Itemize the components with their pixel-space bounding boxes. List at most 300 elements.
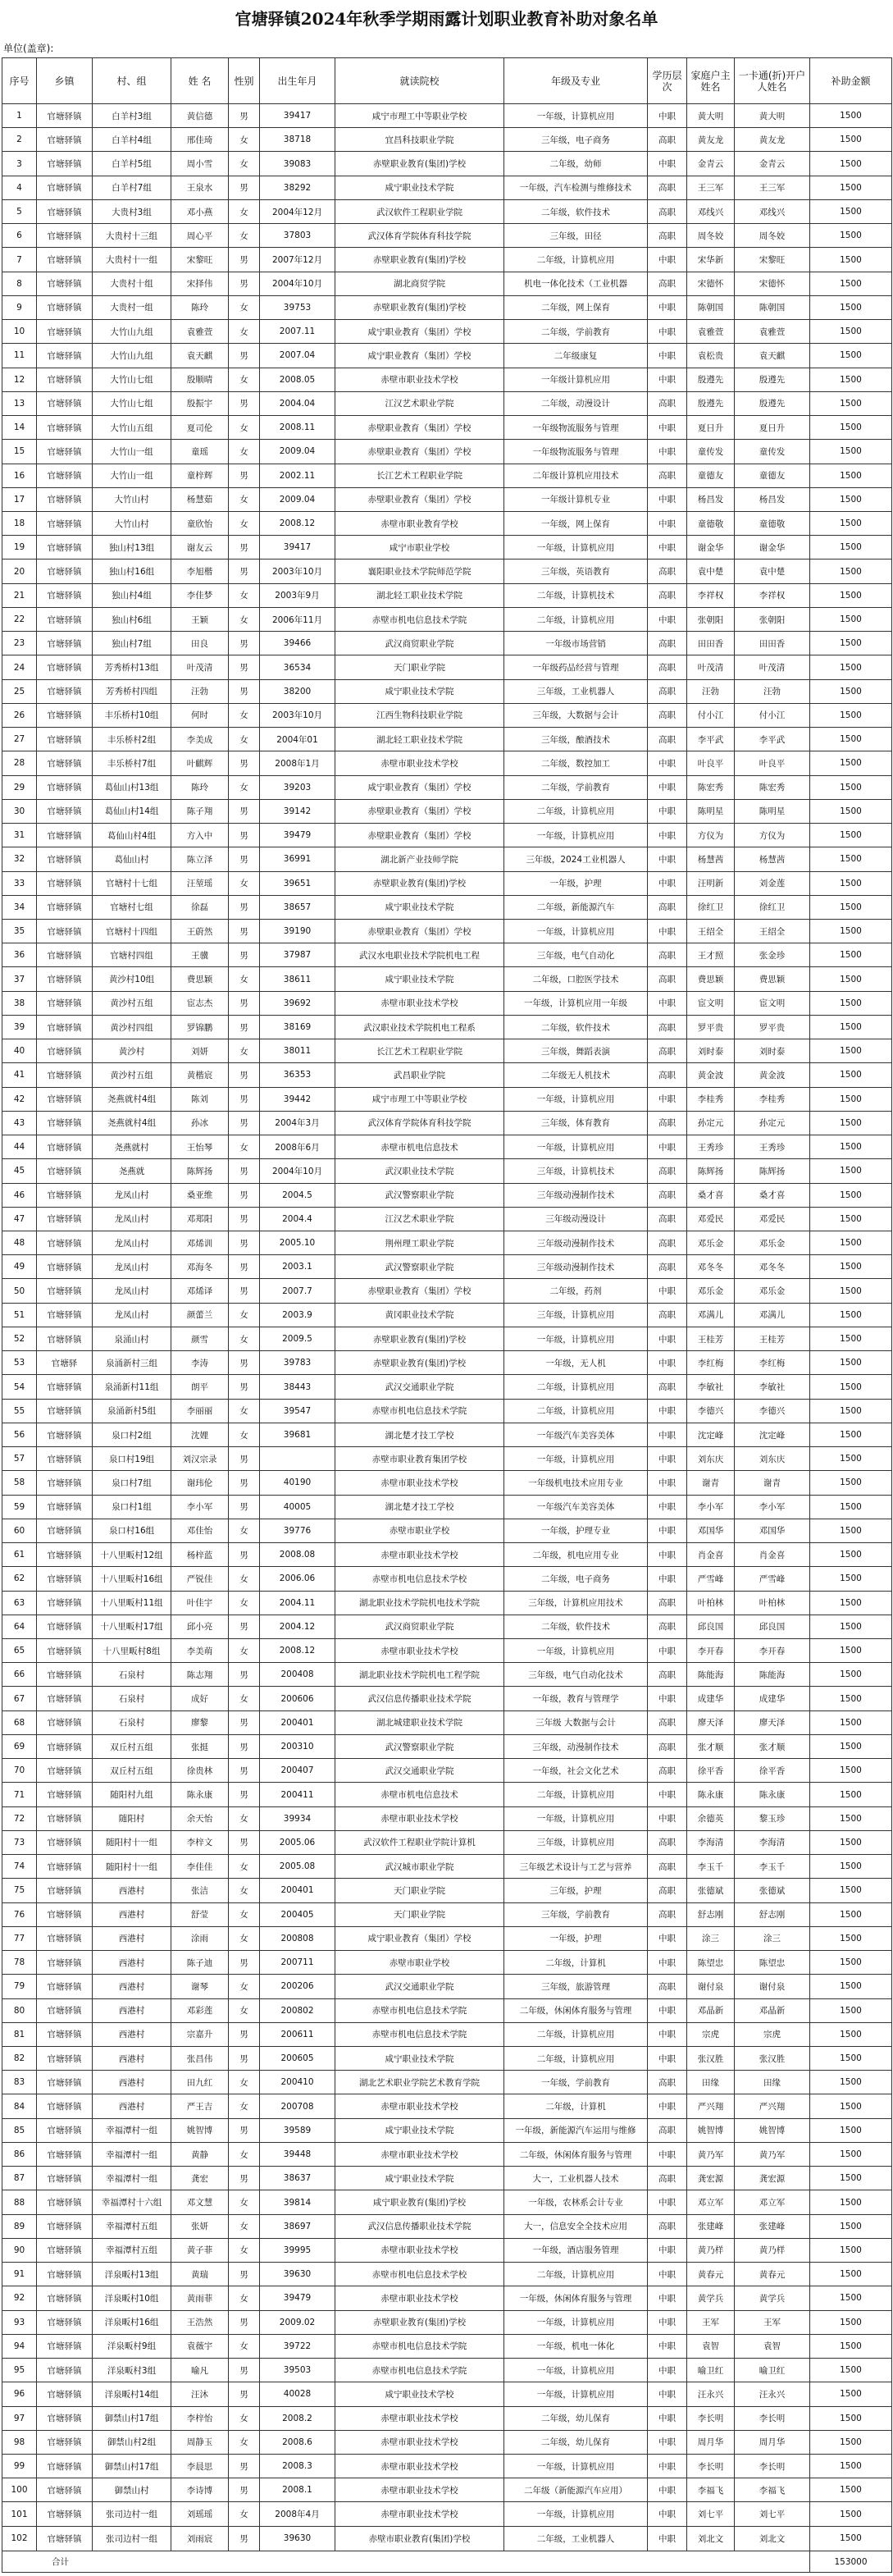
school-cell: 湖北楚才技工学校	[335, 1495, 504, 1519]
grade-major-cell: 一年级，计算机应用	[504, 824, 648, 847]
school-cell: 赤壁职业教育(集团)学校	[335, 248, 504, 272]
gender-cell: 女	[229, 871, 260, 895]
row-index: 79	[2, 1975, 37, 1998]
township-cell: 官塘驿镇	[37, 560, 93, 583]
householder-cell: 余德英	[687, 1806, 735, 1830]
education-level-cell: 中职	[648, 1998, 687, 2022]
village-cell: 官塘村十四组	[93, 919, 171, 943]
gender-cell: 男	[229, 679, 260, 703]
education-level-cell: 中职	[648, 320, 687, 344]
village-cell: 幸福潭村一组	[93, 2118, 171, 2142]
grade-major-cell: 一年级，计算机应用一年级	[504, 991, 648, 1015]
table-row	[2, 2334, 892, 2358]
village-cell: 随阳村九组	[93, 1783, 171, 1806]
amount-cell: 1500	[810, 2310, 892, 2334]
birth-date-cell: 37803	[260, 224, 335, 248]
birth-date-cell: 2009.02	[260, 2310, 335, 2334]
gender-cell: 女	[229, 1399, 260, 1423]
township-cell: 官塘驿镇	[37, 152, 93, 176]
amount-cell: 1500	[810, 104, 892, 128]
amount-cell: 1500	[810, 560, 892, 583]
gender-cell: 女	[229, 1639, 260, 1663]
amount-cell: 1500	[810, 895, 892, 919]
amount-cell: 1500	[810, 2238, 892, 2262]
householder-cell: 谢付泉	[687, 1975, 735, 1998]
education-level-cell: 中职	[648, 2263, 687, 2286]
village-cell: 芳秀桥村四组	[93, 679, 171, 703]
birth-date-cell: 39190	[260, 919, 335, 943]
education-level-cell: 中职	[648, 799, 687, 823]
householder-cell: 黄大明	[687, 104, 735, 128]
township-cell: 官塘驿镇	[37, 416, 93, 440]
account-holder-cell: 邱良国	[735, 1615, 810, 1638]
student-name-cell: 叶茂清	[171, 655, 229, 679]
birth-date-cell: 2003年10月	[260, 560, 335, 583]
birth-date-cell: 2006年11月	[260, 607, 335, 631]
grade-major-cell: 大一，工业机器人技术	[504, 2167, 648, 2190]
school-cell: 天门职业学院	[335, 1879, 504, 1902]
township-cell: 官塘驿镇	[37, 1998, 93, 2022]
education-level-cell: 高职	[648, 1710, 687, 1734]
row-index: 60	[2, 1519, 37, 1542]
table-row	[2, 847, 892, 871]
student-name-cell: 邓文慧	[171, 2190, 229, 2214]
township-cell: 官塘驿	[37, 1351, 93, 1375]
table-row	[2, 799, 892, 823]
education-level-cell: 高职	[648, 967, 687, 991]
gender-cell: 男	[229, 2359, 260, 2382]
village-cell: 大贵村一组	[93, 295, 171, 319]
gender-cell: 女	[229, 1975, 260, 1998]
gender-cell: 男	[229, 391, 260, 415]
amount-cell: 1500	[810, 1879, 892, 1902]
village-cell: 泉涌山村	[93, 1327, 171, 1350]
householder-cell: 付小江	[687, 703, 735, 727]
school-cell: 咸宁职业技术学院	[335, 176, 504, 199]
grade-major-cell: 二年级，计算机应用	[504, 2263, 648, 2286]
grade-major-cell: 三年级，酿酒技术	[504, 728, 648, 751]
student-name-cell: 李晨思	[171, 2454, 229, 2478]
total-row	[2, 2551, 892, 2573]
village-cell: 十八里畈村16组	[93, 1567, 171, 1591]
education-level-cell: 高职	[648, 1159, 687, 1183]
school-cell: 赤壁市职业技术学校	[335, 1639, 504, 1663]
householder-cell: 宦文明	[687, 991, 735, 1015]
table-row	[2, 967, 892, 991]
village-cell: 葛仙山村	[93, 847, 171, 871]
gender-cell: 男	[229, 1015, 260, 1039]
township-cell: 官塘驿镇	[37, 2142, 93, 2166]
school-cell: 赤壁市职业技术学校	[335, 368, 504, 391]
row-index: 86	[2, 2142, 37, 2166]
row-index: 102	[2, 2526, 37, 2551]
village-cell: 龙凤山村	[93, 1231, 171, 1255]
gender-cell: 男	[229, 1734, 260, 1758]
account-holder-cell: 孙定元	[735, 1111, 810, 1135]
gender-cell: 男	[229, 1543, 260, 1567]
householder-cell: 殷遵先	[687, 368, 735, 391]
amount-cell: 1500	[810, 1423, 892, 1446]
education-level-cell: 中职	[648, 104, 687, 128]
township-cell: 官塘驿镇	[37, 1495, 93, 1519]
account-holder-cell: 王军	[735, 2310, 810, 2334]
table-row	[2, 2263, 892, 2286]
gender-cell: 女	[229, 440, 260, 464]
grade-major-cell: 一年级汽车美容美体	[504, 1495, 648, 1519]
education-level-cell: 中职	[648, 2190, 687, 2214]
householder-cell: 邓晶新	[687, 1998, 735, 2022]
village-cell: 大竹山村	[93, 511, 171, 535]
account-holder-cell: 邓乐金	[735, 1279, 810, 1303]
township-cell: 官塘驿镇	[37, 2454, 93, 2478]
amount-cell: 1500	[810, 272, 892, 295]
township-cell: 官塘驿镇	[37, 607, 93, 631]
township-cell: 官塘驿镇	[37, 2286, 93, 2310]
account-holder-cell: 邓冬冬	[735, 1255, 810, 1279]
gender-cell: 女	[229, 607, 260, 631]
amount-cell: 1500	[810, 1663, 892, 1687]
birth-date-cell: 2006.06	[260, 1567, 335, 1591]
householder-cell: 周冬姣	[687, 224, 735, 248]
table-row	[2, 2190, 892, 2214]
education-level-cell: 中职	[648, 368, 687, 391]
table-row	[2, 176, 892, 199]
account-holder-cell: 舒志刚	[735, 1902, 810, 1926]
township-cell: 官塘驿镇	[37, 632, 93, 655]
amount-cell: 1500	[810, 1087, 892, 1111]
amount-cell: 1500	[810, 1734, 892, 1758]
account-holder-cell: 汪勃	[735, 679, 810, 703]
householder-cell: 严雪峰	[687, 1567, 735, 1591]
school-cell: 赤壁市职业教育学校	[335, 511, 504, 535]
village-cell: 双丘村五组	[93, 1734, 171, 1758]
school-cell: 武汉水电职业技术学院机电工程	[335, 943, 504, 967]
school-cell: 赤壁职业教育（集团）学校	[335, 487, 504, 511]
student-name-cell: 殷振宇	[171, 391, 229, 415]
column-header-school: 就读院校	[335, 58, 504, 104]
gender-cell: 女	[229, 1039, 260, 1063]
amount-cell: 1500	[810, 1327, 892, 1350]
birth-date-cell: 2008年1月	[260, 751, 335, 775]
school-cell: 赤壁职业教育（集团）学校	[335, 416, 504, 440]
account-holder-cell: 袁天麒	[735, 344, 810, 368]
table-row	[2, 440, 892, 464]
birth-date-cell: 39417	[260, 104, 335, 128]
total-amount: 153000	[810, 2551, 892, 2573]
village-cell: 黄沙村	[93, 1039, 171, 1063]
account-holder-cell: 张金珍	[735, 943, 810, 967]
student-name-cell: 张昌伟	[171, 2046, 229, 2070]
amount-cell: 1500	[810, 919, 892, 943]
row-index: 92	[2, 2286, 37, 2310]
birth-date-cell: 2008.12	[260, 1639, 335, 1663]
village-cell: 大竹山七组	[93, 391, 171, 415]
grade-major-cell: 二年级，计算机应用	[504, 1399, 648, 1423]
township-cell: 官塘驿镇	[37, 1399, 93, 1423]
account-holder-cell: 殷遵先	[735, 368, 810, 391]
gender-cell: 男	[229, 847, 260, 871]
table-row	[2, 1015, 892, 1039]
gender-cell: 女	[229, 1519, 260, 1542]
gender-cell: 女	[229, 1135, 260, 1159]
amount-cell: 1500	[810, 1279, 892, 1303]
village-cell: 御禁山村2组	[93, 2430, 171, 2454]
school-cell: 湖北新产业技师学院	[335, 847, 504, 871]
village-cell: 龙凤山村	[93, 1303, 171, 1327]
account-holder-cell: 黄学兵	[735, 2286, 810, 2310]
education-level-cell: 高职	[648, 176, 687, 199]
village-cell: 十八里畈村17组	[93, 1615, 171, 1638]
township-cell: 官塘驿镇	[37, 2359, 93, 2382]
gender-cell: 男	[229, 1447, 260, 1471]
student-name-cell: 朗平	[171, 1375, 229, 1399]
row-index: 90	[2, 2238, 37, 2262]
township-cell: 官塘驿镇	[37, 2118, 93, 2142]
student-name-cell: 余天怡	[171, 1806, 229, 1830]
student-name-cell: 谢琴	[171, 1975, 229, 1998]
education-level-cell: 中职	[648, 2430, 687, 2454]
amount-cell: 1500	[810, 1926, 892, 1950]
account-holder-cell: 童传发	[735, 440, 810, 464]
householder-cell: 邱良国	[687, 1615, 735, 1638]
village-cell: 龙凤山村	[93, 1183, 171, 1207]
row-index: 95	[2, 2359, 37, 2382]
education-level-cell: 高职	[648, 632, 687, 655]
education-level-cell: 中职	[648, 871, 687, 895]
account-holder-cell: 张朝阳	[735, 607, 810, 631]
amount-cell: 1500	[810, 391, 892, 415]
township-cell: 官塘驿镇	[37, 2430, 93, 2454]
school-cell: 武汉软件工程职业学院计算机	[335, 1830, 504, 1854]
account-holder-cell: 陈永康	[735, 1783, 810, 1806]
householder-cell: 邓乐金	[687, 1279, 735, 1303]
birth-date-cell: 39417	[260, 536, 335, 560]
table-row	[2, 632, 892, 655]
township-cell: 官塘驿镇	[37, 847, 93, 871]
table-row	[2, 1039, 892, 1063]
table-row	[2, 1519, 892, 1542]
amount-cell: 1500	[810, 2334, 892, 2358]
amount-cell: 1500	[810, 1135, 892, 1159]
township-cell: 官塘驿镇	[37, 1783, 93, 1806]
township-cell: 官塘驿镇	[37, 344, 93, 368]
gender-cell: 男	[229, 1615, 260, 1638]
grade-major-cell: 二年级计算机应用技术	[504, 464, 648, 487]
row-index: 59	[2, 1495, 37, 1519]
village-cell: 幸福潭村五组	[93, 2214, 171, 2238]
village-cell: 泉涌新村三组	[93, 1351, 171, 1375]
township-cell: 官塘驿镇	[37, 1279, 93, 1303]
grade-major-cell: 一年级药品经营与管理	[504, 655, 648, 679]
householder-cell: 陈辉扬	[687, 1159, 735, 1183]
amount-cell: 1500	[810, 1015, 892, 1039]
amount-cell: 1500	[810, 2142, 892, 2166]
householder-cell: 李小军	[687, 1495, 735, 1519]
table-row	[2, 248, 892, 272]
school-cell: 襄阳职业技术学院师范学院	[335, 560, 504, 583]
education-level-cell: 中职	[648, 1399, 687, 1423]
householder-cell: 李桂秀	[687, 1087, 735, 1111]
student-name-cell: 黄雨菲	[171, 2286, 229, 2310]
amount-cell: 1500	[810, 128, 892, 152]
householder-cell: 姚智博	[687, 2118, 735, 2142]
amount-cell: 1500	[810, 536, 892, 560]
grade-major-cell: 一年级，机电一体化	[504, 2334, 648, 2358]
school-cell: 黄冈职业技术学院	[335, 1303, 504, 1327]
birth-date-cell: 200206	[260, 1975, 335, 1998]
column-header-village: 村、组	[93, 58, 171, 104]
table-row	[2, 1375, 892, 1399]
student-name-cell: 李梓怡	[171, 2406, 229, 2430]
householder-cell: 汪永兴	[687, 2382, 735, 2406]
student-name-cell: 严锐佳	[171, 1567, 229, 1591]
grade-major-cell: 一年级，新能源汽车运用与维修	[504, 2118, 648, 2142]
education-level-cell: 中职	[648, 1543, 687, 1567]
table-row	[2, 391, 892, 415]
table-row	[2, 2430, 892, 2454]
amount-cell: 1500	[810, 1471, 892, 1495]
amount-cell: 1500	[810, 847, 892, 871]
gender-cell: 男	[229, 919, 260, 943]
birth-date-cell: 2005.06	[260, 1830, 335, 1854]
school-cell: 赤壁市职业技术学校	[335, 1806, 504, 1830]
village-cell: 大竹山一组	[93, 464, 171, 487]
gender-cell: 女	[229, 224, 260, 248]
householder-cell: 邓国华	[687, 1519, 735, 1542]
grade-major-cell: 二年级，药剂	[504, 1279, 648, 1303]
education-level-cell: 高职	[648, 679, 687, 703]
birth-date-cell: 39547	[260, 1399, 335, 1423]
township-cell: 官塘驿镇	[37, 1830, 93, 1854]
householder-cell: 李长明	[687, 2406, 735, 2430]
education-level-cell: 中职	[648, 1471, 687, 1495]
township-cell: 官塘驿镇	[37, 2478, 93, 2502]
student-name-cell: 李佳佳	[171, 1855, 229, 1879]
account-holder-cell: 黄乃军	[735, 2142, 810, 2166]
birth-date-cell: 39479	[260, 2286, 335, 2310]
householder-cell: 黄金波	[687, 1063, 735, 1087]
row-index: 4	[2, 176, 37, 199]
householder-cell: 孙定元	[687, 1111, 735, 1135]
education-level-cell: 中职	[648, 1351, 687, 1375]
table-row	[2, 224, 892, 248]
amount-cell: 1500	[810, 2167, 892, 2190]
account-holder-cell: 李长明	[735, 2406, 810, 2430]
table-row	[2, 344, 892, 368]
table-row	[2, 1639, 892, 1663]
grade-major-cell: 一年级，酒店服务管理	[504, 2238, 648, 2262]
account-holder-cell: 严兴翔	[735, 2094, 810, 2118]
education-level-cell: 中职	[648, 152, 687, 176]
gender-cell: 男	[229, 2022, 260, 2046]
table-row	[2, 1710, 892, 1734]
education-level-cell: 高职	[648, 1734, 687, 1758]
student-name-cell: 叶麒辉	[171, 751, 229, 775]
grade-major-cell: 一年级，护理专业	[504, 1519, 648, 1542]
row-index: 26	[2, 703, 37, 727]
gender-cell: 女	[229, 295, 260, 319]
student-name-cell: 陈玲	[171, 775, 229, 799]
village-cell: 黄沙村五组	[93, 991, 171, 1015]
grade-major-cell: 二年级，计算机应用	[504, 1375, 648, 1399]
village-cell: 随阳村十一组	[93, 1855, 171, 1879]
row-index: 28	[2, 751, 37, 775]
school-cell: 天门职业学院	[335, 1902, 504, 1926]
table-row	[2, 751, 892, 775]
student-name-cell: 李梓文	[171, 1830, 229, 1854]
student-name-cell: 何时	[171, 703, 229, 727]
householder-cell: 涂三	[687, 1926, 735, 1950]
row-index: 3	[2, 152, 37, 176]
table-row	[2, 320, 892, 344]
education-level-cell: 高职	[648, 224, 687, 248]
township-cell: 官塘驿镇	[37, 1207, 93, 1231]
amount-cell: 1500	[810, 2526, 892, 2551]
school-cell: 赤壁职业教育（集团）学校	[335, 919, 504, 943]
village-cell: 张司边村一组	[93, 2502, 171, 2526]
birth-date-cell: 2004年12月	[260, 199, 335, 223]
grade-major-cell: 一年级，农林系会计专业	[504, 2190, 648, 2214]
student-name-cell: 夏司伦	[171, 416, 229, 440]
student-name-cell: 汪堃瑶	[171, 871, 229, 895]
township-cell: 官塘驿镇	[37, 1879, 93, 1902]
birth-date-cell: 39630	[260, 2526, 335, 2551]
township-cell: 官塘驿镇	[37, 679, 93, 703]
amount-cell: 1500	[810, 607, 892, 631]
amount-cell: 1500	[810, 2430, 892, 2454]
student-name-cell: 李美萌	[171, 1639, 229, 1663]
account-holder-cell: 杨慧茜	[735, 847, 810, 871]
account-holder-cell: 付小江	[735, 703, 810, 727]
school-cell: 咸宁职业技术学校	[335, 2382, 504, 2406]
gender-cell: 男	[229, 2046, 260, 2070]
education-level-cell: 中职	[648, 2478, 687, 2502]
gender-cell: 男	[229, 895, 260, 919]
grade-major-cell: 一年级机电技术应用专业	[504, 1471, 648, 1495]
birth-date-cell: 39783	[260, 1351, 335, 1375]
gender-cell: 男	[229, 344, 260, 368]
township-cell: 官塘驿镇	[37, 1375, 93, 1399]
village-cell: 洋泉畈村16组	[93, 2310, 171, 2334]
amount-cell: 1500	[810, 1159, 892, 1183]
row-index: 5	[2, 199, 37, 223]
householder-cell: 袁中楚	[687, 560, 735, 583]
birth-date-cell: 39589	[260, 2118, 335, 2142]
row-index: 53	[2, 1351, 37, 1375]
householder-cell: 罗平贵	[687, 1015, 735, 1039]
gender-cell: 男	[229, 176, 260, 199]
village-cell: 大竹山村	[93, 487, 171, 511]
householder-cell: 沈定峰	[687, 1423, 735, 1446]
account-holder-cell: 李福飞	[735, 2478, 810, 2502]
row-index: 96	[2, 2382, 37, 2406]
grade-major-cell: 三年级动漫设计	[504, 1207, 648, 1231]
school-cell: 赤壁职业教育(集团)学校	[335, 2310, 504, 2334]
amount-cell: 1500	[810, 1399, 892, 1423]
student-name-cell: 童瑶	[171, 440, 229, 464]
school-cell: 赤壁市机电信息技术学校	[335, 1567, 504, 1591]
education-level-cell: 高职	[648, 1039, 687, 1063]
education-level-cell: 高职	[648, 895, 687, 919]
table-row	[2, 1327, 892, 1350]
table-row	[2, 272, 892, 295]
grade-major-cell: 二年级，计算机应用	[504, 2046, 648, 2070]
householder-cell: 黄春元	[687, 2263, 735, 2286]
grade-major-cell: 一年级，教育与管理学	[504, 1687, 648, 1710]
education-level-cell: 高职	[648, 2167, 687, 2190]
table-row	[2, 1423, 892, 1446]
table-row	[2, 943, 892, 967]
